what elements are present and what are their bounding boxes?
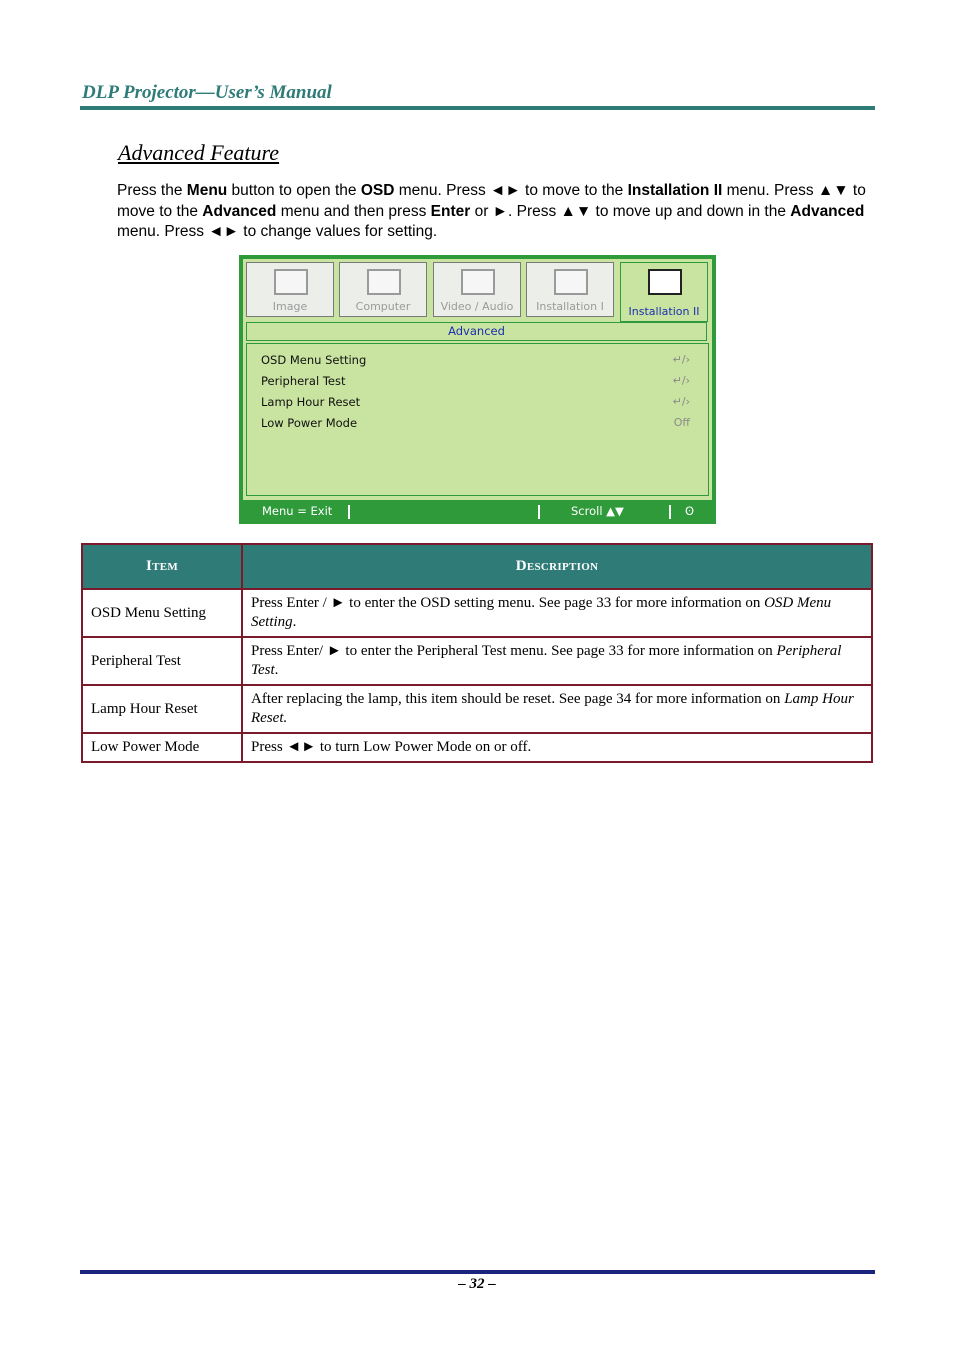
osd-tab-label: Video / Audio bbox=[440, 300, 514, 313]
enter-arrow-icon: ↵/› bbox=[672, 374, 690, 387]
projector-help-icon bbox=[648, 269, 682, 295]
osd-row-value: Off bbox=[673, 416, 690, 429]
osd-menu-screenshot bbox=[239, 255, 716, 524]
table-row bbox=[82, 637, 872, 685]
footer-rule bbox=[80, 1270, 875, 1274]
footer-separator bbox=[538, 505, 540, 519]
table-header-row bbox=[82, 544, 872, 589]
table-cell-description: Press Enter/ ► to enter the Peripheral Test menu. See page 33 for more information on Peripheral Test. bbox=[242, 637, 872, 685]
footer-separator bbox=[669, 505, 671, 519]
osd-row-label: Lamp Hour Reset bbox=[261, 395, 361, 409]
osd-row bbox=[261, 395, 690, 415]
intro-paragraph: Press the Menu button to open the OSD menu. Press ◄► to move to the Installation II menu. Press ▲▼ to move to the Advanced menu and then press Enter or ►. Press ▲▼ to move up and down in the Advanced menu. Press ◄► to change values for setting. bbox=[117, 182, 866, 240]
table-cell-item: Peripheral Test bbox=[82, 637, 242, 685]
table-row bbox=[82, 685, 872, 733]
image-icon bbox=[274, 269, 308, 295]
page-number: – 32 – bbox=[458, 1276, 496, 1292]
footer-separator bbox=[348, 505, 350, 519]
osd-tab-label: Computer bbox=[355, 300, 411, 313]
osd-row-label: Low Power Mode bbox=[261, 416, 358, 430]
osd-tab-installation-1 bbox=[526, 262, 614, 317]
projector-icon bbox=[554, 269, 588, 295]
video-audio-icon bbox=[461, 269, 495, 295]
osd-subtitle: Advanced bbox=[246, 322, 707, 341]
osd-scroll-hint: Scroll ▲▼ bbox=[571, 504, 624, 518]
table-cell-item: Lamp Hour Reset bbox=[82, 685, 242, 733]
osd-row-label: Peripheral Test bbox=[261, 374, 346, 388]
osd-exit-hint: Menu = Exit bbox=[262, 504, 333, 518]
osd-row bbox=[261, 374, 690, 394]
osd-row bbox=[261, 353, 690, 373]
osd-row bbox=[261, 416, 690, 436]
osd-footer bbox=[243, 503, 712, 521]
feature-table bbox=[81, 543, 873, 763]
header-rule bbox=[80, 106, 875, 110]
table-row bbox=[82, 733, 872, 762]
osd-tab-label: Installation I bbox=[536, 300, 604, 313]
osd-tab-installation-2 bbox=[620, 262, 708, 322]
osd-tab-computer bbox=[339, 262, 427, 317]
computer-icon bbox=[367, 269, 401, 295]
section-title: Advanced Feature bbox=[118, 140, 280, 165]
header-title: DLP Projector—User’s Manual bbox=[82, 82, 332, 103]
table-cell-description: Press ◄► to turn Low Power Mode on or off. bbox=[242, 733, 872, 762]
osd-tab-video-audio bbox=[433, 262, 521, 317]
enter-arrow-icon: ↵/› bbox=[672, 395, 690, 408]
osd-tab-label: Installation II bbox=[628, 305, 700, 318]
table-cell-item: Low Power Mode bbox=[82, 733, 242, 762]
enter-arrow-icon: ↵/› bbox=[672, 353, 690, 366]
table-cell-description: Press Enter / ► to enter the OSD setting menu. See page 33 for more information on OSD Menu Setting. bbox=[242, 589, 872, 637]
table-row bbox=[82, 589, 872, 637]
table-header-item: Item bbox=[82, 544, 242, 589]
osd-row-label: OSD Menu Setting bbox=[261, 353, 367, 367]
table-cell-item: OSD Menu Setting bbox=[82, 589, 242, 637]
table-header-description: Description bbox=[242, 544, 872, 589]
table-cell-description: After replacing the lamp, this item should be reset. See page 34 for more information on Lamp Hour Reset. bbox=[242, 685, 872, 733]
osd-tab-label: Image bbox=[272, 300, 308, 313]
osd-tab-image bbox=[246, 262, 334, 317]
osd-panel bbox=[246, 343, 709, 496]
help-icon: ʘ bbox=[685, 504, 695, 518]
